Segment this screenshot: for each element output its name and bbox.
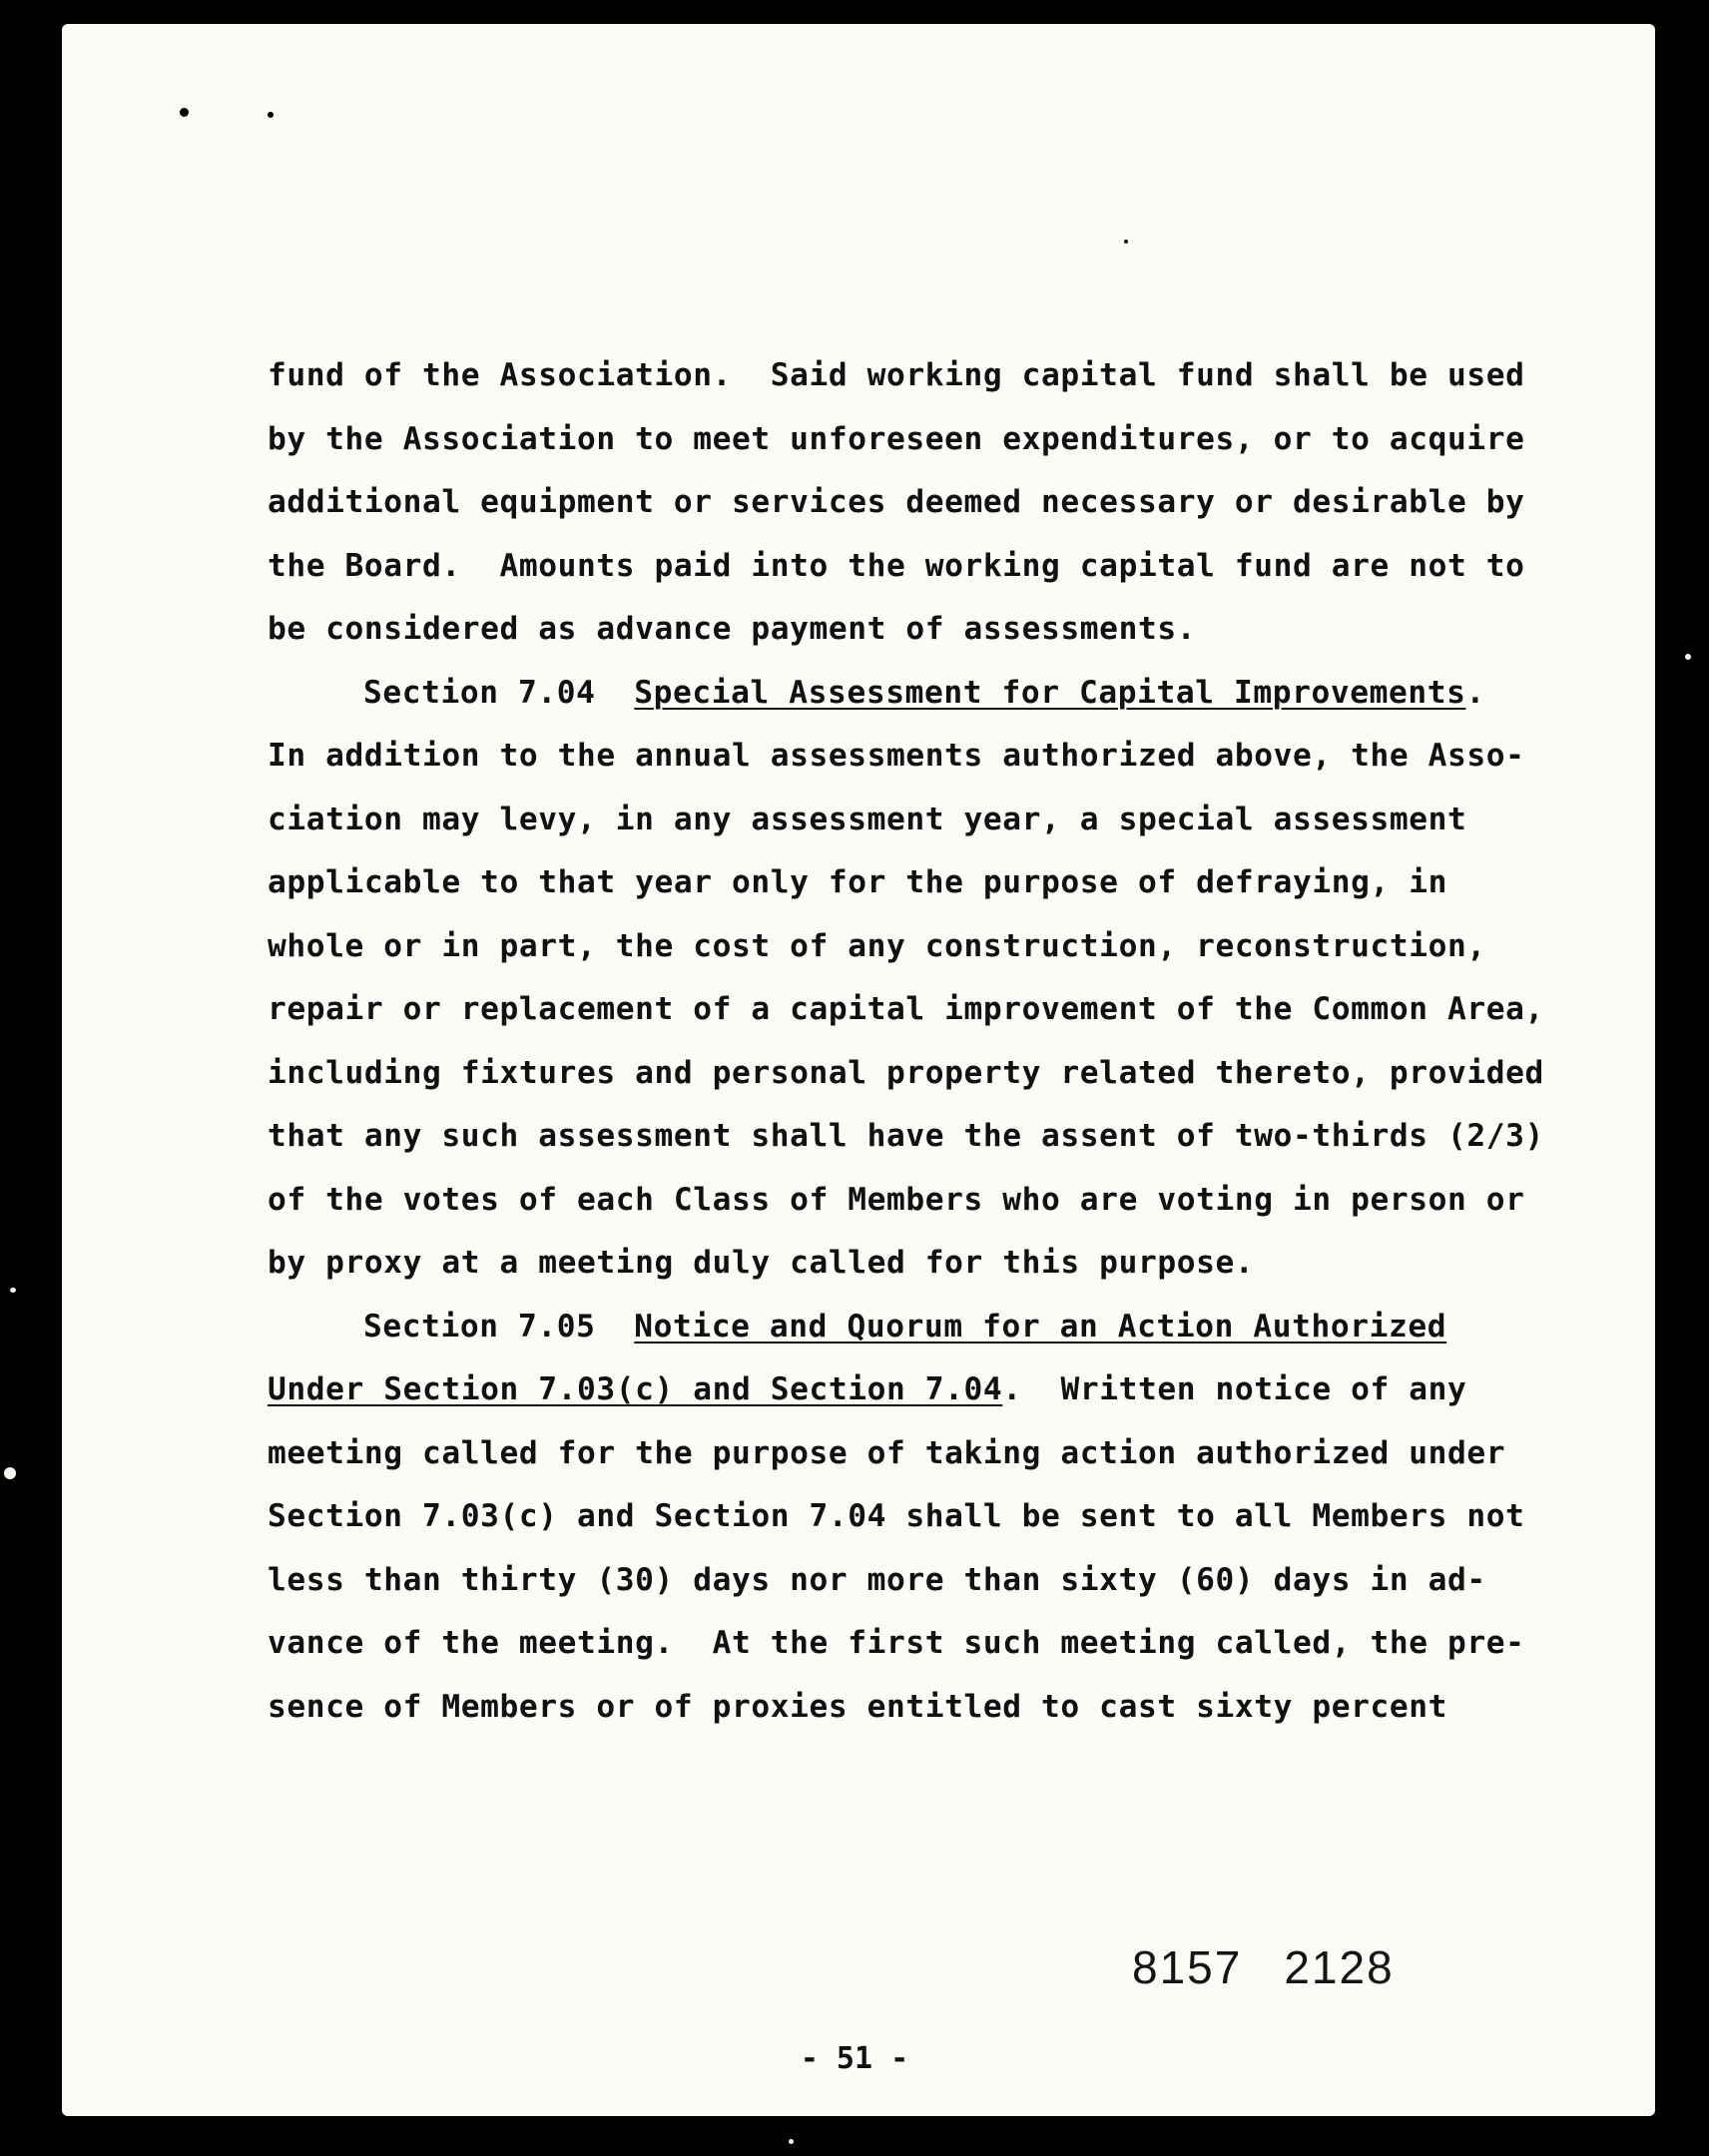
paragraph-line: meeting called for the purpose of taking action authorized under: [268, 1434, 1506, 1471]
scan-speck: [180, 108, 189, 117]
scan-speck: [1124, 240, 1128, 244]
paragraph-line: additional equipment or services deemed necessary or desirable by: [268, 484, 1525, 520]
paragraph-line: including fixtures and personal property related thereto, provided: [268, 1054, 1544, 1091]
section-7-04-heading-line: [268, 662, 1535, 726]
paragraph-line: applicable to that year only for the purpose of defraying, in: [268, 864, 1447, 900]
paragraph-line: ciation may levy, in any assessment year, a special assessment: [268, 801, 1467, 837]
paragraph-line: fund of the Association. Said working capital fund shall be used: [268, 357, 1525, 393]
heading-period: .: [1002, 1371, 1022, 1407]
section-label: Section 7.04: [363, 674, 596, 711]
paragraph-line: Section 7.03(c) and Section 7.04 shall be sent to all Members not: [268, 1498, 1525, 1534]
scan-speck: [268, 112, 274, 118]
paragraph-line: less than thirty (30) days nor more than sixty (60) days in ad-: [268, 1561, 1486, 1598]
paragraph-line: by proxy at a meeting duly called for this purpose.: [268, 1245, 1255, 1281]
section-heading: Notice and Quorum for an Action Authorized: [634, 1308, 1447, 1345]
scan-speck: [1685, 654, 1691, 660]
section-heading-continued: Under Section 7.03(c) and Section 7.04: [268, 1371, 1003, 1407]
section-label: Section 7.05: [363, 1308, 596, 1345]
scan-speck: [10, 1288, 16, 1293]
section-7-05-heading-line: [268, 1296, 1535, 1359]
body-text: [268, 344, 1544, 1739]
paragraph-line: by the Association to meet unforeseen expenditures, or to acquire: [268, 420, 1525, 457]
paragraph-line: whole or in part, the cost of any construction, reconstruction,: [268, 927, 1486, 964]
scan-speck: [4, 1467, 16, 1479]
paragraph-line: that any such assessment shall have the assent of two-thirds (2/3): [268, 1118, 1544, 1154]
paragraph-line: repair or replacement of a capital improvement of the Common Area,: [268, 991, 1544, 1027]
section-heading: Special Assessment for Capital Improvements: [634, 674, 1466, 711]
paragraph-line: sence of Members or of proxies entitled to cast sixty percent: [268, 1688, 1447, 1725]
document-number-part: 8157: [1132, 1941, 1243, 1993]
paragraph-line: of the votes of each Class of Members who are voting in person or: [268, 1181, 1525, 1218]
paragraph-line: the Board. Amounts paid into the working capital fund are not to: [268, 547, 1525, 584]
heading-period: .: [1465, 674, 1485, 711]
section-7-05-heading-line-2: [268, 1358, 1535, 1422]
paragraph-line: vance of the meeting. At the first such meeting called, the pre-: [268, 1625, 1525, 1661]
paragraph-text: Written notice of any: [1021, 1371, 1467, 1407]
scan-speck: [789, 2139, 794, 2144]
page-number: - 51 -: [800, 2041, 909, 2076]
paragraph-line: be considered as advance payment of assessments.: [268, 611, 1197, 647]
paragraph-line: In addition to the annual assessments authorized above, the Asso-: [268, 738, 1525, 774]
document-number-part: 2128: [1284, 1941, 1395, 1993]
document-number: [1132, 1940, 1395, 1994]
